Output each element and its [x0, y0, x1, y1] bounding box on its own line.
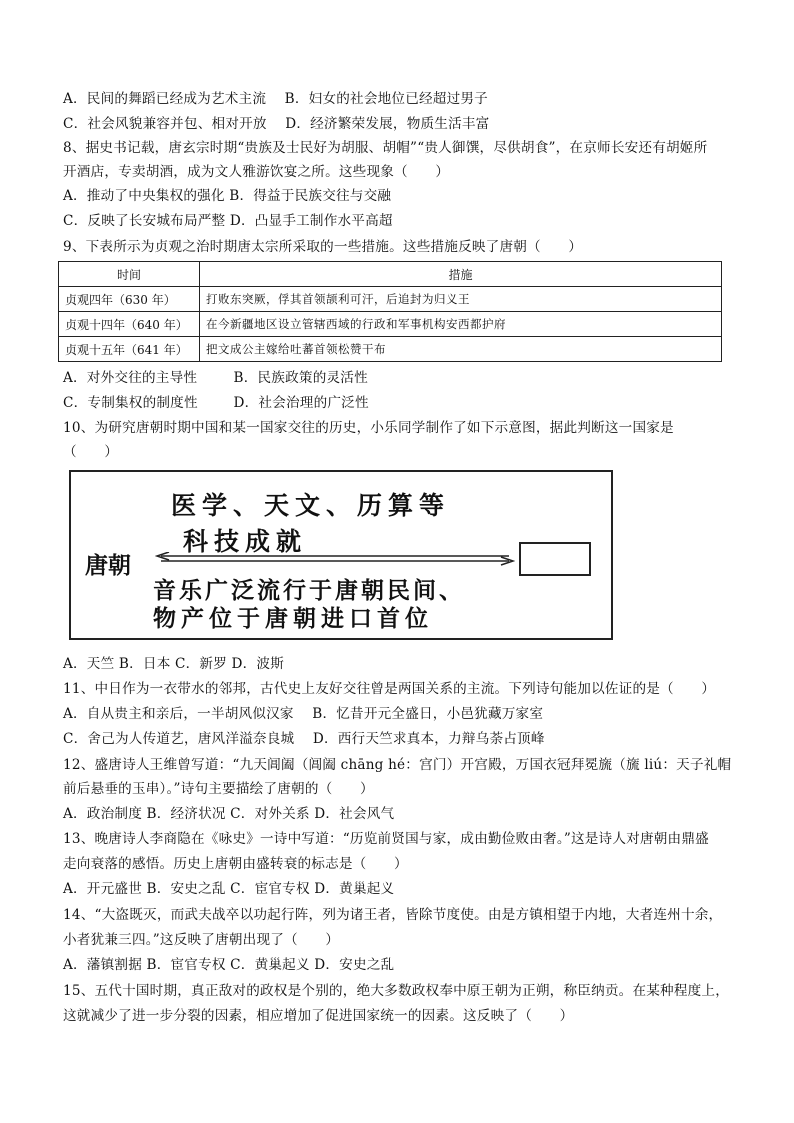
q13-options: A．开元盛世 B．安史之乱 C．宦官专权 D．黄巢起义	[63, 881, 395, 897]
diagram-bottom-label-line2: 物产位于唐朝进口首位	[153, 605, 433, 632]
table-cell-time: 贞观十五年（641 年）	[59, 337, 200, 362]
q9-options-row1	[63, 369, 368, 387]
q12-options: A．政治制度 B．经济状况 C．对外关系 D．社会风气	[63, 806, 395, 822]
diagram-answer-box	[519, 542, 591, 576]
q9-measures-table	[58, 261, 722, 362]
table-header-measure: 措施	[200, 262, 722, 287]
diagram-top-label-line2: 科技成就	[183, 527, 308, 556]
q9-option-c: C．专制集权的制度性	[63, 395, 198, 411]
table-cell-measure: 在今新疆地区设立管辖西域的行政和军事机构安西都护府	[200, 312, 722, 337]
q11-option-d: D．西行天竺求真本，力辩乌荼占顶峰	[312, 731, 545, 747]
q7-option-a: A．民间的舞蹈已经成为艺术主流	[63, 91, 267, 107]
table-row	[59, 287, 722, 312]
q15-stem-line1: 15、五代十国时期，真正敌对的政权是个别的，绝大多数政权奉中原王朝为正朔，称臣纳贡。在某种程度上，	[63, 983, 729, 999]
q11-stem: 11、中日作为一衣带水的邻邦，古代史上友好交往曾是两国关系的主流。下列诗句能加以佐证的是（ ）	[63, 681, 716, 697]
table-row	[59, 337, 722, 362]
q10-diagram	[69, 470, 613, 640]
q9-option-a: A．对外交往的主导性	[63, 370, 198, 386]
table-cell-measure: 把文成公主嫁给吐蕃首领松赞干布	[200, 337, 722, 362]
q8-options-cd: C．反映了长安城布局严整 D．凸显手工制作水平高超	[63, 213, 393, 229]
q11-option-c: C．舍己为人传道艺，唐风洋溢奈良城	[63, 731, 295, 747]
q12-stem-line2: 前后悬垂的玉串）。”诗句主要描绘了唐朝的（ ）	[63, 781, 374, 797]
q7-option-b: B．妇女的社会地位已经超过男子	[284, 91, 488, 107]
q14-stem-line2: 小者犹兼三四。”这反映了唐朝出现了（ ）	[63, 932, 340, 948]
q11-option-b: B．忆昔开元全盛日，小邑犹藏万家室	[312, 706, 544, 722]
q9-option-b: B．民族政策的灵活性	[233, 370, 368, 386]
q7-options-row2	[63, 115, 489, 133]
q7-options-row1	[63, 90, 488, 108]
q7-option-d: D．经济繁荣发展，物质生活丰富	[285, 116, 490, 132]
q8-stem-line1: 8、据史书记载，唐玄宗时期“贵族及士民好为胡服、胡帽”“贵人御馔，尽供胡食”，在京师长安还有胡姬所	[63, 140, 708, 156]
q11-option-a: A．自从贵主和亲后，一半胡风似汉家	[63, 706, 294, 722]
q10-stem-line1: 10、为研究唐朝时期中国和某一国家交往的历史，小乐同学制作了如下示意图，据此判断这一国家是	[63, 420, 674, 436]
table-cell-time: 贞观四年（630 年）	[59, 287, 200, 312]
q14-stem-line1: 14、“大盗既灭，而武夫战卒以功起行阵，列为诸王者，皆除节度使。由是方镇相望于内地，大者连州十余，	[63, 907, 723, 923]
q12-stem-line1: 12、盛唐诗人王维曾写道：“九天阊阖（阊阖 chāng hé：宫门）开宫殿，万国衣冠拜冕旒（旒 liú：天子礼帽	[63, 757, 732, 773]
q10-options: A．天竺 B．日本 C．新罗 D．波斯	[63, 656, 284, 672]
table-header-row	[59, 262, 722, 287]
diagram-tang-label: 唐朝	[85, 552, 131, 579]
double-arrow-icon	[155, 552, 515, 566]
q13-stem-line2: 走向衰落的感悟。历史上唐朝由盛转衰的标志是（ ）	[63, 856, 408, 872]
table-header-time: 时间	[59, 262, 200, 287]
q10-stem-line2: （ ）	[63, 444, 119, 460]
q9-stem: 9、下表所示为贞观之治时期唐太宗所采取的一些措施。这些措施反映了唐朝（ ）	[63, 239, 583, 255]
table-cell-time: 贞观十四年（640 年）	[59, 312, 200, 337]
q9-options-row2	[63, 394, 369, 412]
q8-options-ab: A．推动了中央集权的强化 B．得益于民族交往与交融	[63, 188, 392, 204]
q15-stem-line2: 这就减少了进一步分裂的因素，相应增加了促进国家统一的因素。这反映了（ ）	[63, 1008, 574, 1024]
q7-option-c: C．社会风貌兼容并包、相对开放	[63, 116, 267, 132]
q11-options-row2	[63, 730, 545, 748]
q14-options: A．藩镇割据 B．宦官专权 C．黄巢起义 D．安史之乱	[63, 957, 395, 973]
q11-options-row1	[63, 705, 543, 723]
table-row	[59, 312, 722, 337]
table-cell-measure: 打败东突厥，俘其首领颉利可汗，后追封为归义王	[200, 287, 722, 312]
diagram-bottom-label-line1: 音乐广泛流行于唐朝民间、	[153, 577, 465, 604]
q13-stem-line1: 13、晚唐诗人李商隐在《咏史》一诗中写道：“历览前贤国与家，成由勤俭败由奢。”这是诗人对唐朝由鼎盛	[63, 831, 709, 847]
q9-option-d: D．社会治理的广泛性	[233, 395, 369, 411]
q8-stem-line2: 开酒店，专卖胡酒，成为文人雅游饮宴之所。这些现象（ ）	[63, 164, 450, 180]
diagram-top-label-line1: 医学、天文、历算等	[171, 491, 451, 520]
